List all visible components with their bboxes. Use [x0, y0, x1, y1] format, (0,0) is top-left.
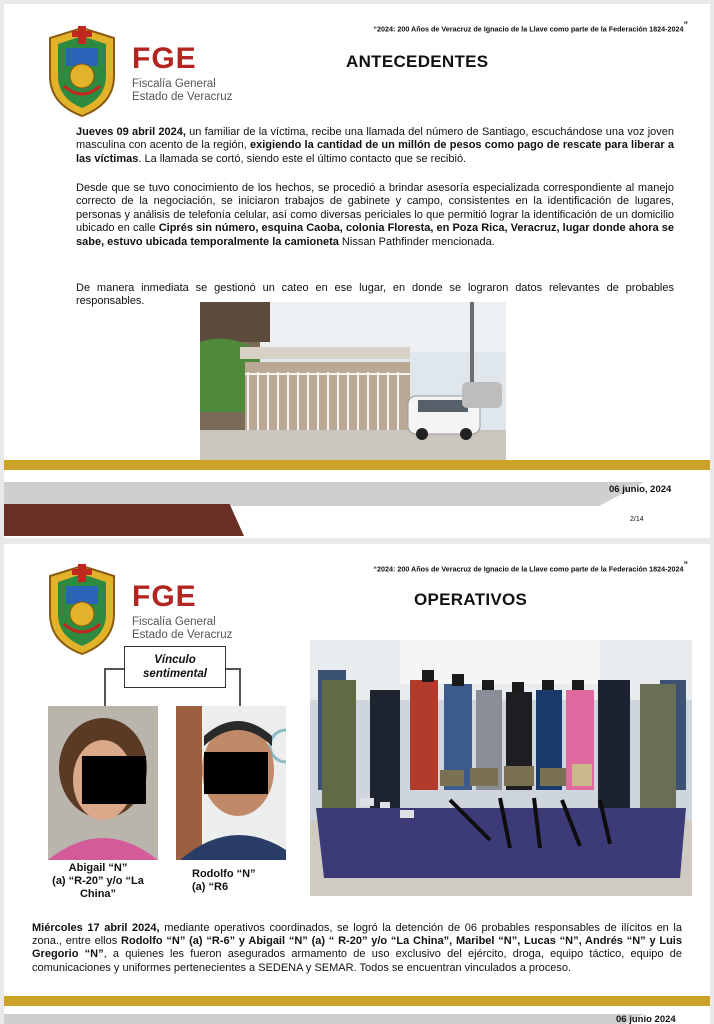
footer-gold-band: [4, 996, 710, 1006]
logo-fge-text: FGE: [132, 42, 197, 75]
caption-rodolfo: Rodolfo “N” (a) “R6: [192, 868, 256, 893]
fge-logo: [44, 26, 244, 118]
connector-line: [239, 668, 241, 706]
footer-grey-band: [4, 482, 644, 506]
anniversary-motto: “2024: 200 Años de Veracruz de Ignacio de la Llave como parte de la Federación 1824-2024”: [373, 20, 688, 34]
logo-fge-text: FGE: [132, 580, 197, 613]
logo-subtitle-1: Fiscalía General: [132, 616, 216, 628]
connector-line: [104, 668, 124, 670]
slide-title: ANTECEDENTES: [346, 52, 489, 71]
connector-line: [104, 668, 106, 706]
relationship-label-line-1: Vínculo: [154, 654, 196, 666]
page-number: 2/14: [630, 516, 644, 523]
footer-date: 06 junio, 2024: [609, 484, 672, 495]
paragraph-3: De manera inmediata se gestionó un cateo en ese lugar, en donde se lograron datos relevantes de probables responsables.: [76, 282, 674, 308]
paragraph-1: Jueves 09 abril 2024, un familiar de la víctima, recibe una llamada del número de Santiago, escuchándose una voz joven masculina con acento de la región, exigiendo la cantidad de un millón de pesos como pago de rescate para liberar a las víctimas. La llamada se cortó, siendo este el último contacto que se recibió.: [76, 126, 675, 165]
anniversary-motto: “2024: 200 Años de Veracruz de Ignacio de la Llave como parte de la Federación 1824-2024”: [373, 560, 688, 574]
detainees-photo: [310, 640, 692, 896]
footer-gold-band: [4, 460, 710, 470]
logo-subtitle-2: Estado de Veracruz: [132, 629, 233, 641]
logo-subtitle-1: Fiscalía General: [132, 78, 216, 90]
caption-abigail: Abigail “N” (a) “R-20” y/o “La China”: [52, 862, 144, 900]
footer-grey-band: [4, 1014, 644, 1024]
footer-date-partial: 06 junio 2024: [616, 1014, 676, 1024]
paragraph-2: Desde que se tuvo conocimiento de los hechos, se procedió a brindar asesoría especializada correspondiente al manejo correcto de la negociación, se iniciaron trabajos de gabinete y campo, consistentes en la identificación de lugares, personas y análisis de telefonía celular, así como diversas periciales lo que permitió lograr la identificación de un domicilio ubicado en calle Ciprés sin número, esquina Caoba, colonia Floresta, en Poza Rica, Veracruz, lugar donde ahora se sabe, estuvo ubicada temporalmente la camioneta Nissan Pathfinder mencionada.: [76, 182, 675, 248]
veracruz-coat-of-arms-icon: [44, 564, 120, 656]
house-photo: [200, 302, 506, 462]
paragraph-operativos: Miércoles 17 abril 2024, mediante operativos coordinados, se logró la detención de 06 probables responsables de ilícitos en la zona., entre ellos Rodolfo “N” (a) “R-6” y Abigail “N” (a) “ R-20” y/o “La China”, Maribel “N”, Lucas “N”, Andrés “N” y Luis Gregorio “N”, a quienes les fueron asegurados armamento de uso exclusivo del ejército, droga, equipo táctico, equipo de comunicaciones y uniformes pertenecientes a SEDENA y SEMAR. Todos se encuentran vinculados a proceso.: [32, 922, 682, 974]
slide-operativos: [4, 544, 710, 1024]
slide-title: OPERATIVOS: [414, 590, 528, 609]
face-censor-bar: [82, 756, 146, 804]
logo-subtitle-2: Estado de Veracruz: [132, 91, 233, 103]
face-censor-bar: [204, 752, 268, 794]
veracruz-coat-of-arms-icon: [44, 26, 120, 118]
relationship-label-line-2: sentimental: [143, 668, 207, 680]
fge-logo: [44, 564, 244, 656]
portrait-rodolfo: [176, 706, 286, 860]
portrait-abigail: [48, 706, 158, 860]
slide-antecedentes: [4, 4, 710, 538]
footer-brown-band: [4, 504, 244, 536]
connector-line: [226, 668, 240, 670]
relationship-box: [124, 646, 226, 688]
